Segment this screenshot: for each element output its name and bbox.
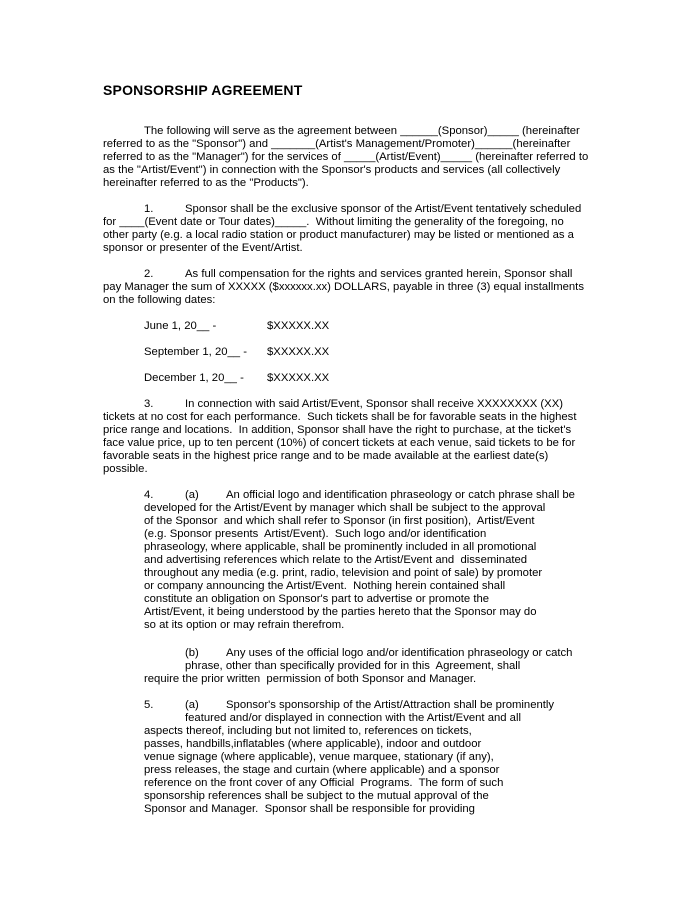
clause-line: Sponsor and Manager. Sponsor shall be responsible for providing bbox=[144, 803, 475, 815]
installment-date: June 1, 20__ - bbox=[144, 320, 217, 332]
subclause-letter: (a) bbox=[185, 489, 199, 501]
intro-line: as the "Artist/Event") in connection with the Sponsor's products and services (all collectively bbox=[103, 164, 561, 176]
clause-line: passes, handbills,inflatables (where applicable), indoor and outdoor bbox=[144, 738, 482, 750]
clause-line: An official logo and identification phraseology or catch phrase shall be bbox=[226, 489, 575, 501]
clause-line: venue signage (where applicable), venue marquee, stationary (if any), bbox=[144, 751, 494, 763]
clause-line: featured and/or displayed in connection with the Artist/Event and all bbox=[185, 712, 521, 724]
clause-line: require the prior written permission of both Sponsor and Manager. bbox=[144, 673, 477, 685]
clause-line: Any uses of the official logo and/or identification phraseology or catch bbox=[226, 647, 573, 659]
clause-line: throughout any media (e.g. print, radio, television and point of sale) by promoter bbox=[144, 567, 543, 579]
clause-line: price range and locations. In addition, Sponsor shall have the right to purchase, at the ticket's bbox=[103, 424, 572, 436]
clause-line: possible. bbox=[103, 463, 148, 475]
clause-number: 1. bbox=[144, 203, 154, 215]
subclause-letter: (a) bbox=[185, 699, 199, 711]
subclause-letter: (b) bbox=[185, 647, 199, 659]
installment-amount: $XXXXX.XX bbox=[267, 320, 330, 332]
clause-number: 5. bbox=[144, 699, 154, 711]
clause-line: on the following dates: bbox=[103, 294, 216, 306]
clause-line: reference on the front cover of any Official Programs. The form of such bbox=[144, 777, 504, 789]
clause-line: so at its option or may refrain therefrom. bbox=[144, 619, 345, 631]
clause-line: of the Sponsor and which shall refer to Sponsor (in first position), Artist/Event bbox=[144, 515, 535, 527]
clause-line: favorable seats in the highest price range and to be made available at the earliest date(s) bbox=[103, 450, 549, 462]
clause-line: aspects thereof, including but not limited to, references on tickets, bbox=[144, 725, 472, 737]
document-title: SPONSORSHIP AGREEMENT bbox=[103, 82, 303, 98]
clause-line: or company announcing the Artist/Event. Nothing herein contained shall bbox=[144, 580, 506, 592]
clause-line: sponsor or presenter of the Event/Artist. bbox=[103, 242, 303, 254]
clause-line: tickets at no cost for each performance. Such tickets shall be for favorable seats in the highest bbox=[103, 411, 577, 423]
installment-date: September 1, 20__ - bbox=[144, 346, 247, 358]
intro-line: referred to as the "Sponsor") and _______(Artist's Management/Promoter)______(hereinafter bbox=[103, 138, 571, 150]
clause-line: pay Manager the sum of XXXXX ($xxxxxx.xx) DOLLARS, payable in three (3) equal installments bbox=[103, 281, 584, 293]
clause-line: other party (e.g. a local radio station or product manufacturer) may be listed or mentioned as a bbox=[103, 229, 574, 241]
clause-line: and advertising references which relate to the Artist/Event and disseminated bbox=[144, 554, 528, 566]
clause-line: Artist/Event, it being understood by the parties hereto that the Sponsor may do bbox=[144, 606, 537, 618]
installment-amount: $XXXXX.XX bbox=[267, 346, 330, 358]
clause-line: As full compensation for the rights and services granted herein, Sponsor shall bbox=[185, 268, 573, 280]
clause-line: phraseology, where applicable, shall be prominently included in all promotional bbox=[144, 541, 537, 553]
clause-line: constitute an obligation on Sponsor's part to advertise or promote the bbox=[144, 593, 490, 605]
clause-line: sponsorship references shall be subject to the mutual approval of the bbox=[144, 790, 489, 802]
installment-amount: $XXXXX.XX bbox=[267, 372, 330, 384]
clause-line: developed for the Artist/Event by manager which shall be subject to the approval bbox=[144, 502, 546, 514]
clause-line: Sponsor shall be the exclusive sponsor of the Artist/Event tentatively scheduled bbox=[185, 203, 582, 215]
clause-line: phrase, other than specifically provided for in this Agreement, shall bbox=[185, 660, 521, 672]
clause-line: (e.g. Sponsor presents Artist/Event). Such logo and/or identification bbox=[144, 528, 487, 540]
clause-line: face value price, up to ten percent (10%) of concert tickets at each venue, said tickets to be for bbox=[103, 437, 576, 449]
installment-date: December 1, 20__ - bbox=[144, 372, 244, 384]
clause-line: In connection with said Artist/Event, Sponsor shall receive XXXXXXXX (XX) bbox=[185, 398, 563, 410]
clause-number: 2. bbox=[144, 268, 154, 280]
intro-line: referred to as the "Manager") for the services of _____(Artist/Event)_____ (hereinafter referred to bbox=[103, 151, 589, 163]
clause-line: Sponsor's sponsorship of the Artist/Attraction shall be prominently bbox=[226, 699, 555, 711]
intro-line: hereinafter referred to as the "Products"). bbox=[103, 177, 309, 189]
clause-number: 4. bbox=[144, 489, 154, 501]
intro-line: The following will serve as the agreement between ______(Sponsor)_____ (hereinafter bbox=[144, 125, 580, 137]
clause-line: for ____(Event date or Tour dates)_____. Without limiting the generality of the foregoing, no bbox=[103, 216, 564, 228]
clause-line: press releases, the stage and curtain (where applicable) and a sponsor bbox=[144, 764, 500, 776]
clause-number: 3. bbox=[144, 398, 154, 410]
